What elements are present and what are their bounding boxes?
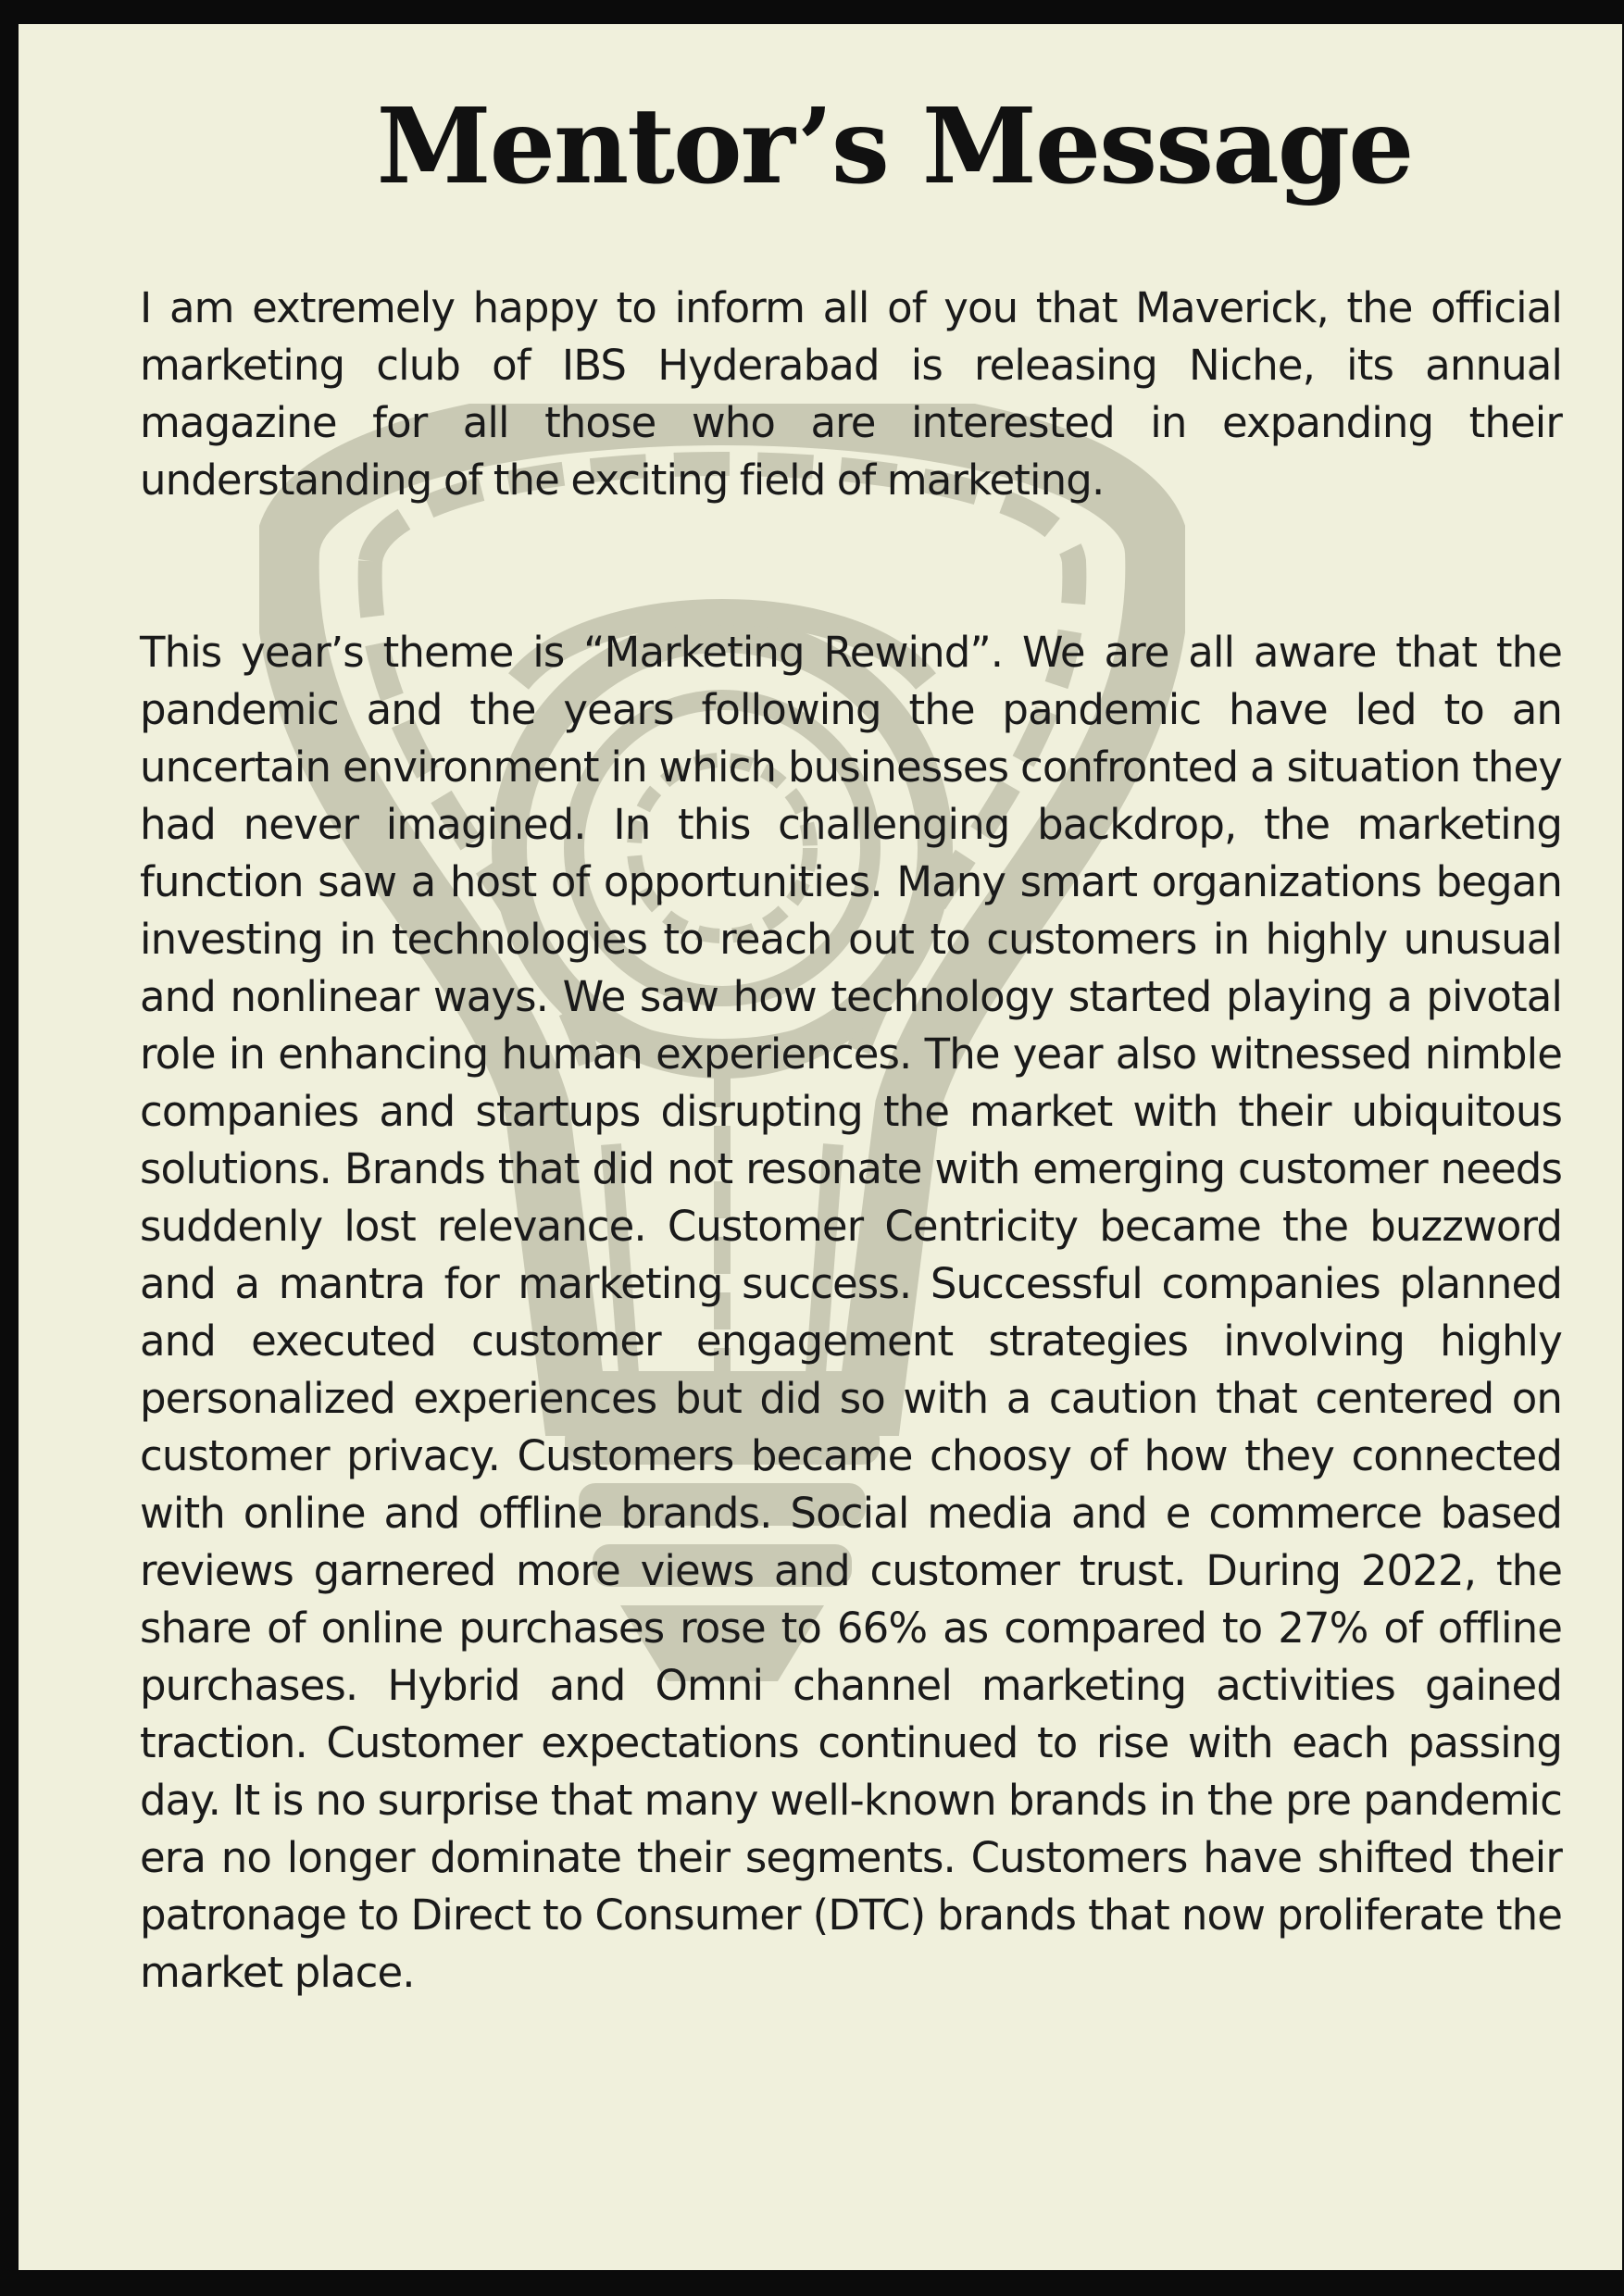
message-body [140, 280, 1562, 2002]
paragraph-intro: I am extremely happy to inform all of you that Maverick, the official marketing club of IBS Hyderabad is releasing Niche, its annual magazine for all those who are interested in expanding their understanding of the exciting field of marketing. [140, 283, 1562, 505]
page [19, 24, 1622, 2270]
paragraph-theme: This year’s theme is “Marketing Rewind”. We are all aware that the pandemic and the years following the pandemic have led to an uncertain environment in which businesses confronted a situation they had never imagined. In this challenging backdrop, the marketing function saw a host of opportunities. Many smart organizations began investing in technologies to reach out to customers in highly unusual and nonlinear ways. We saw how technology started playing a pivotal role in enhancing human experiences. The year also witnessed nimble companies and startups disrupting the market with their ubiquitous solutions. Brands that did not resonate with emerging customer needs suddenly lost relevance. Customer Centricity became the buzzword and a mantra for marketing success. Successful companies planned and executed customer engagement strategies involving highly personalized experiences but did so with a caution that centered on customer privacy. Customers became choosy of how they connected with online and offline brands. Social media and e commerce based reviews garnered more views and customer trust. During 2022, the share of online purchases rose to 66% as compared to 27% of offline purchases. Hybrid and Omni channel marketing activities gained traction. Customer expectations continued to rise with each passing day. It is no surprise that many well-known brands in the pre pandemic era no longer dominate their segments. Customers have shifted their patronage to Direct to Consumer (DTC) brands that now proliferate the market place. [140, 628, 1562, 1997]
page-title: Mentor’s Message [376, 86, 1413, 207]
